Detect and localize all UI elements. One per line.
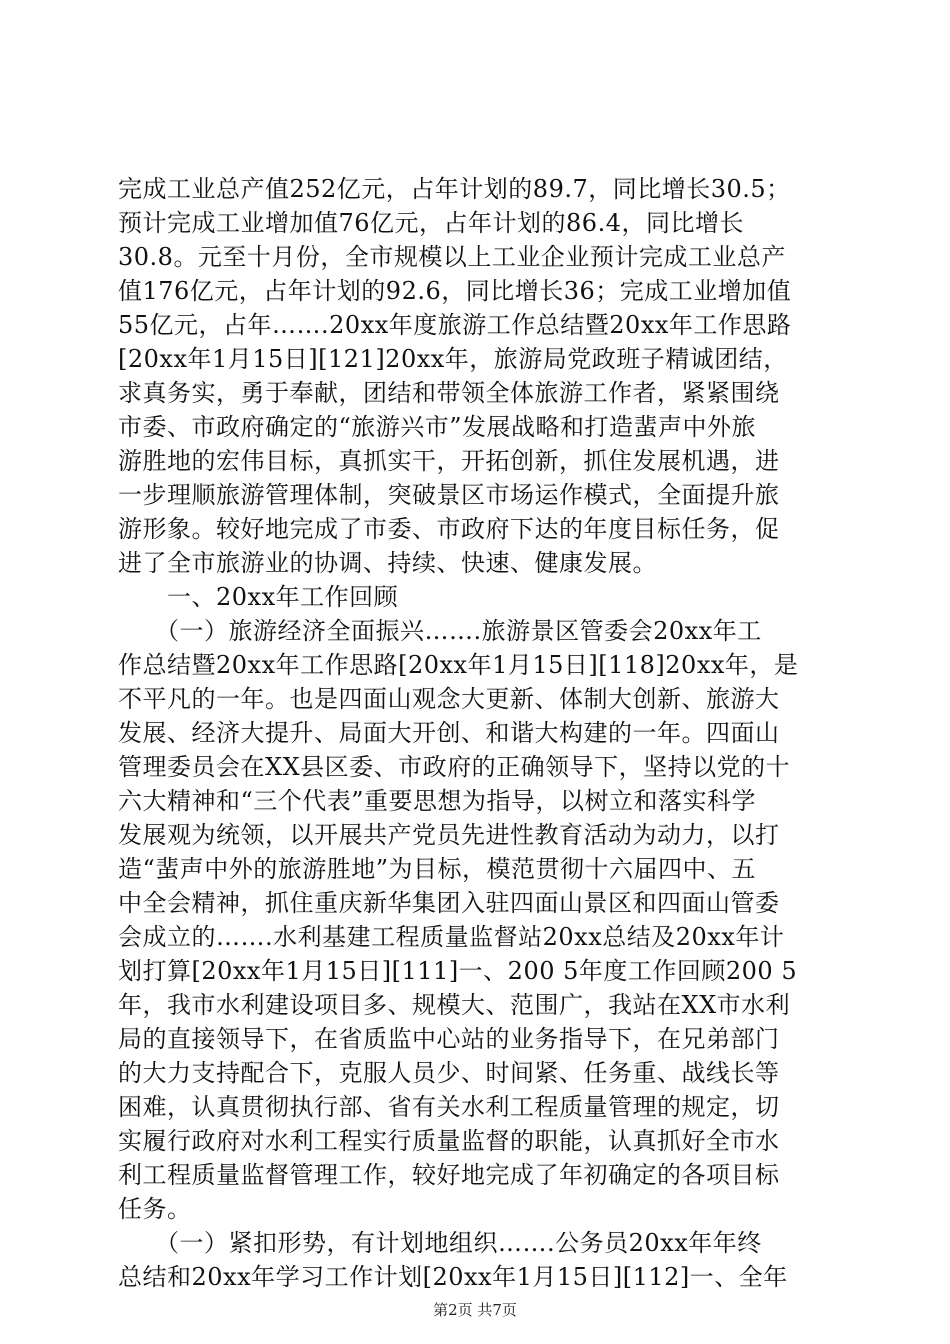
text-line: 完成工业总产值252亿元，占年计划的89.7，同比增长30.5； bbox=[118, 175, 791, 203]
section-heading: 一、20xx年工作回顾 bbox=[118, 583, 399, 611]
text-line: （一）旅游经济全面振兴…….旅游景区管委会20xx年工 bbox=[118, 617, 762, 645]
text-line: 55亿元，占年…….20xx年度旅游工作总结暨20xx年工作思路 bbox=[118, 311, 792, 339]
text-line: 局的直接领导下，在省质监中心站的业务指导下，在兄弟部门 bbox=[118, 1025, 780, 1053]
text-line: 不平凡的一年。也是四面山观念大更新、体制大创新、旅游大 bbox=[118, 685, 780, 713]
text-line: 发展观为统领，以开展共产党员先进性教育活动为动力，以打 bbox=[118, 821, 780, 849]
text-line: 30.8。元至十月份，全市规模以上工业企业预计完成工业总产 bbox=[118, 243, 786, 271]
text-line: 管理委员会在XX县区委、市政府的正确领导下，坚持以党的十 bbox=[118, 753, 791, 781]
text-line: 六大精神和“三个代表”重要思想为指导，以树立和落实科学 bbox=[118, 787, 757, 815]
text-line: 游形象。较好地完成了市委、市政府下达的年度目标任务，促 bbox=[118, 515, 780, 543]
page-footer: 第2页 共7页 bbox=[433, 1301, 517, 1319]
text-line: 会成立的…….水利基建工程质量监督站20xx总结及20xx年计 bbox=[118, 923, 785, 951]
text-line: 实履行政府对水利工程实行质量监督的职能，认真抓好全市水 bbox=[118, 1127, 780, 1155]
text-line: 造“蜚声中外的旅游胜地”为目标，模范贯彻十六届四中、五 bbox=[118, 855, 757, 883]
text-line: 市委、市政府确定的“旅游兴市”发展战略和打造蜚声中外旅 bbox=[118, 413, 757, 441]
text-line: 划打算[20xx年1月15日][111]一、200 5年度工作回顾200 5 bbox=[118, 957, 798, 985]
text-line: （一）紧扣形势，有计划地组织…….公务员20xx年年终 bbox=[118, 1229, 762, 1257]
text-line: 年，我市水利建设项目多、规模大、范围广，我站在XX市水利 bbox=[118, 991, 791, 1019]
text-line: 利工程质量监督管理工作，较好地完成了年初确定的各项目标 bbox=[118, 1161, 780, 1189]
text-line: 总结和20xx年学习工作计划[20xx年1月15日][112]一、全年 bbox=[118, 1263, 788, 1291]
text-line: 的大力支持配合下，克服人员少、时间紧、任务重、战线长等 bbox=[118, 1059, 780, 1087]
text-line: [20xx年1月15日][121]20xx年，旅游局党政班子精诚团结， bbox=[118, 345, 788, 373]
text-line: 进了全市旅游业的协调、持续、快速、健康发展。 bbox=[118, 549, 657, 577]
text-line: 作总结暨20xx年工作思路[20xx年1月15日][118]20xx年，是 bbox=[118, 651, 799, 679]
text-line: 任务。 bbox=[118, 1195, 192, 1223]
text-line: 困难，认真贯彻执行部、省有关水利工程质量管理的规定，切 bbox=[118, 1093, 780, 1121]
text-line: 预计完成工业增加值76亿元，占年计划的86.4，同比增长 bbox=[118, 209, 744, 237]
text-line: 中全会精神，抓住重庆新华集团入驻四面山景区和四面山管委 bbox=[118, 889, 780, 917]
text-line: 发展、经济大提升、局面大开创、和谐大构建的一年。四面山 bbox=[118, 719, 780, 747]
text-line: 游胜地的宏伟目标，真抓实干，开拓创新，抓住发展机遇，进 bbox=[118, 447, 780, 475]
text-line: 值176亿元，占年计划的92.6，同比增长36；完成工业增加值 bbox=[118, 277, 792, 305]
text-line: 一步理顺旅游管理体制，突破景区市场运作模式，全面提升旅 bbox=[118, 481, 780, 509]
text-line: 求真务实，勇于奉献，团结和带领全体旅游工作者，紧紧围绕 bbox=[118, 379, 780, 407]
